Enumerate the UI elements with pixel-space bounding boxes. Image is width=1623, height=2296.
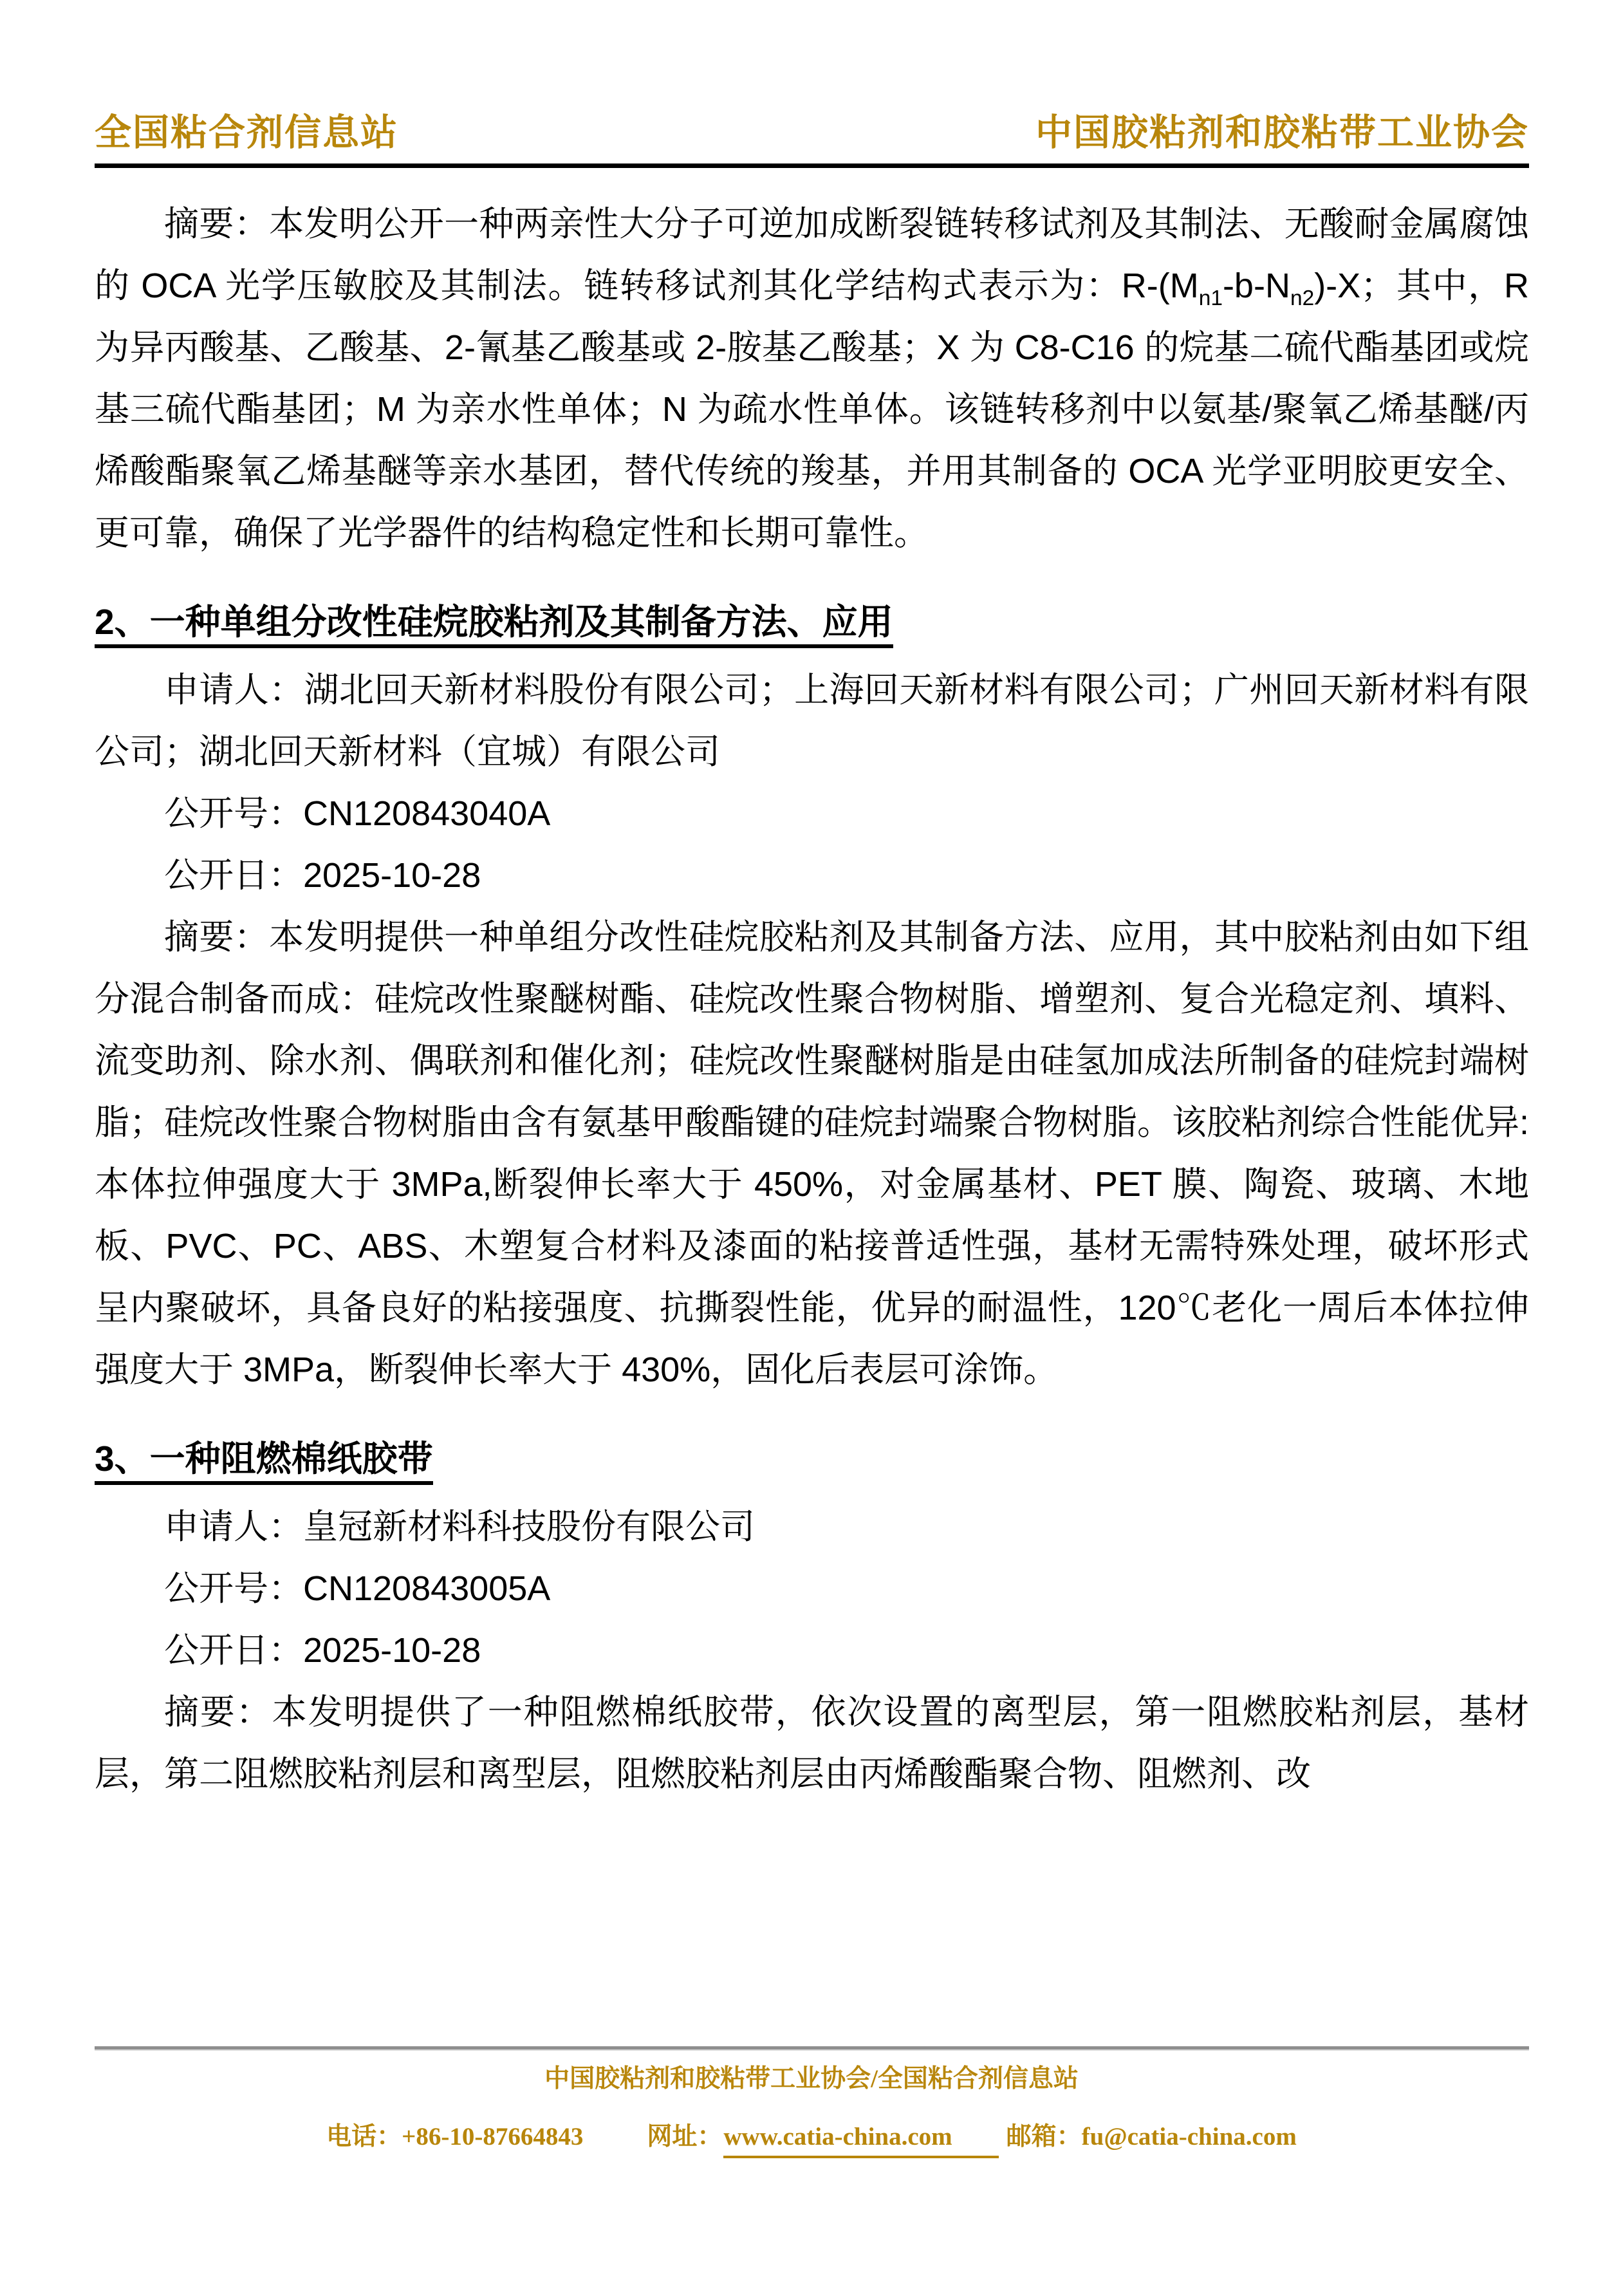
item2-heading xyxy=(95,591,1529,653)
header-left-title: 全国粘合剂信息站 xyxy=(95,113,398,153)
page-header xyxy=(95,103,1529,156)
item3-publication-number: 公开号：CN120843005A xyxy=(164,1569,551,1608)
item2-publication-date: 公开日：2025-10-28 xyxy=(164,856,481,895)
item3-heading-text: 3、一种阻燃棉纸胶带 xyxy=(95,1439,433,1485)
header-divider-rule xyxy=(95,163,1529,168)
footer-organization-line: 中国胶粘剂和胶粘带工业协会/全国粘合剂信息站 xyxy=(544,2065,1079,2093)
item1-abstract-text: 摘要：本发明公开一种两亲性大分子可逆加成断裂链转移试剂及其制法、无酸耐金属腐蚀的 OCA 光学压敏胶及其制法。链转移试剂其化学结构式表示为：R-(M xyxy=(95,205,1529,305)
document-body xyxy=(95,193,1529,1805)
item3-publication-date: 公开日：2025-10-28 xyxy=(164,1631,481,1670)
item2-publication-number: 公开号：CN120843040A xyxy=(164,794,551,833)
item1-abstract-paragraph xyxy=(95,193,1529,564)
footer-divider-rule xyxy=(95,2046,1529,2051)
footer-contact-line xyxy=(0,2116,1623,2152)
item2-abstract-paragraph: 摘要：本发明提供一种单组分改性硅烷胶粘剂及其制备方法、应用，其中胶粘剂由如下组分混合制备而成：硅烷改性聚醚树酯、硅烷改性聚合物树脂、增塑剂、复合光稳定剂、填料、流变助剂、除水剂、偶联剂和催化剂；硅烷改性聚醚树脂是由硅氢加成法所制备的硅烷封端树脂；硅烷改性聚合物树脂由含有氨基甲酸酯键的硅烷封端聚合物树脂。该胶粘剂综合性能优异:本体拉伸强度大于 3MPa,断裂伸长率大于 450%，对金属基材、PET 膜、陶瓷、玻璃、木地板、PVC、PC、ABS、木塑复合材料及漆面的粘接普适性强，基材无需特殊处理，破坏形式呈内聚破坏，具备良好的粘接强度、抗撕裂性能，优异的耐温性，120℃老化一周后本体拉伸强度大于 3MPa，断裂伸长率大于 430%，固化后表层可涂饰。 xyxy=(95,918,1529,1389)
footer-email: 邮箱：fu@catia-china.com xyxy=(1006,2123,1297,2151)
footer-phone: 电话：+86-10-87664843 xyxy=(326,2123,584,2151)
footer-website-underline xyxy=(723,2123,998,2158)
item2-applicant: 申请人：湖北回天新材料股份有限公司；上海回天新材料有限公司；广州回天新材料有限公司；湖北回天新材料（宜城）有限公司 xyxy=(95,671,1529,771)
item1-abstract-text: )-X；其中，R 为异丙酸基、乙酸基、2-氰基乙酸基或 2-胺基乙酸基；X 为 C8-C16 的烷基二硫代酯基团或烷基三硫代酯基团；M 为亲水性单体；N 为疏水性单体。该链转移剂中以氨基/聚氧乙烯基醚/丙烯酸酯聚氧乙烯基醚等亲水基团，替代传统的羧基，并用其制备的 OCA 光学亚明胶更安全、更可靠，确保了光学器件的结构稳定性和长期可靠性。 xyxy=(95,266,1529,552)
formula-subscript-n2: n2 xyxy=(1290,286,1315,310)
item2-heading-text: 2、一种单组分改性硅烷胶粘剂及其制备方法、应用 xyxy=(95,602,893,648)
item1-abstract-text: -b-N xyxy=(1222,266,1290,305)
header-right-title: 中国胶粘剂和胶粘带工业协会 xyxy=(1035,113,1529,153)
item3-heading xyxy=(95,1428,1529,1489)
footer-web-label: 网址： xyxy=(647,2123,723,2151)
item3-abstract-paragraph: 摘要：本发明提供了一种阻燃棉纸胶带，依次设置的离型层，第一阻燃胶粘剂层，基材层，第二阻燃胶粘剂层和离型层，阻燃胶粘剂层由丙烯酸酯聚合物、阻燃剂、改 xyxy=(95,1693,1529,1793)
item3-applicant: 申请人：皇冠新材料科技股份有限公司 xyxy=(164,1507,755,1546)
footer-website-link[interactable]: www.catia-china.com xyxy=(723,2123,952,2151)
formula-subscript-n1: n1 xyxy=(1198,286,1223,310)
